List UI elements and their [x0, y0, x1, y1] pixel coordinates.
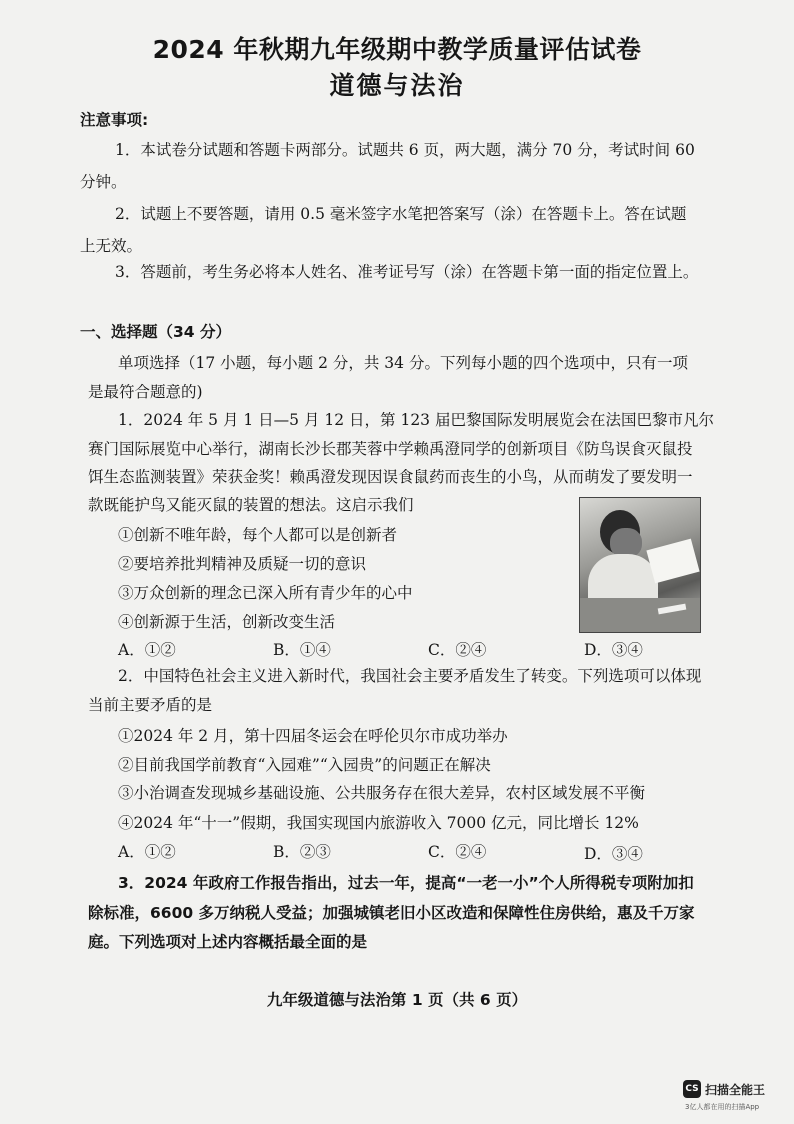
q2-option-d: D．③④: [584, 845, 643, 863]
notes-heading: 注意事项:: [80, 111, 149, 129]
q1-line-3: 饵生态监测装置》荣获金奖！赖禹澄发现因误食鼠药而丧生的小鸟，从而萌发了要发明一: [88, 468, 693, 486]
q3-line-3: 庭。下列选项对上述内容概括最全面的是: [88, 933, 368, 951]
q1-option-d: D．③④: [584, 641, 643, 659]
q1-line-2: 赛门国际展览中心举行，湖南长沙长郡芙蓉中学赖禹澄同学的创新项目《防鸟误食灭鼠投: [88, 440, 693, 458]
watermark-tagline: 3亿人都在用的扫描App: [685, 1103, 760, 1111]
q2-statement-3: ③小治调查发现城乡基础设施、公共服务存在很大差异，农村区域发展不平衡: [118, 784, 646, 802]
subject-title: 道德与法治: [329, 71, 465, 100]
q1-option-c: C．②④: [428, 641, 487, 659]
page-footer: 九年级道德与法治第 1 页（共 6 页）: [266, 991, 528, 1009]
exam-title: 2024 年秋期九年级期中教学质量评估试卷: [152, 35, 642, 64]
q1-line-4: 款既能护鸟又能灭鼠的装置的想法。这启示我们: [88, 496, 414, 514]
student-photo: [579, 497, 701, 633]
section-1-heading: 一、选择题（34 分）: [80, 323, 231, 341]
scanner-watermark: [683, 1080, 793, 1120]
note-1-line-2: 分钟。: [80, 173, 127, 191]
q2-statement-4: ④2024 年“十一”假期，我国实现国内旅游收入 7000 亿元，同比增长 12%: [118, 814, 639, 832]
watermark-name: 扫描全能王: [705, 1083, 766, 1097]
note-3: 3．答题前，考生务必将本人姓名、准考证号写（涂）在答题卡第一面的指定位置上。: [115, 263, 699, 281]
note-1-line-1: 1．本试卷分试题和答题卡两部分。试题共 6 页，两大题，满分 70 分，考试时间 60: [115, 141, 695, 159]
note-2-line-2: 上无效。: [80, 237, 143, 255]
q2-statement-2: ②目前我国学前教育“入园难”“入园贵”的问题正在解决: [118, 756, 491, 774]
q1-statement-2: ②要培养批判精神及质疑一切的意识: [118, 555, 367, 573]
q2-statement-1: ①2024 年 2 月，第十四届冬运会在呼伦贝尔市成功举办: [118, 727, 508, 745]
q1-statement-3: ③万众创新的理念已深入所有青少年的心中: [118, 584, 413, 602]
q2-option-a: A．①②: [118, 843, 176, 861]
q2-line-2: 当前主要矛盾的是: [88, 696, 213, 714]
q1-option-a: A．①②: [118, 641, 176, 659]
q1-line-1: 1．2024 年 5 月 1 日—5 月 12 日，第 123 届巴黎国际发明展览会在法国巴黎市凡尔: [118, 411, 714, 429]
note-2-line-1: 2．试题上不要答题，请用 0.5 毫米签字水笔把答案写（涂）在答题卡上。答在试题: [115, 205, 687, 223]
section-1-intro-line-2: 是最符合题意的): [88, 383, 203, 401]
q1-option-b: B．①④: [273, 641, 331, 659]
camscanner-logo-icon: CS: [683, 1080, 701, 1098]
q2-option-b: B．②③: [273, 843, 331, 861]
q2-line-1: 2．中国特色社会主义进入新时代，我国社会主要矛盾发生了转变。下列选项可以体现: [118, 667, 702, 685]
q2-option-c: C．②④: [428, 843, 487, 861]
section-1-intro-line-1: 单项选择（17 小题，每小题 2 分，共 34 分。下列每小题的四个选项中，只有一项: [118, 354, 688, 372]
q1-statement-4: ④创新源于生活，创新改变生活: [118, 613, 336, 631]
q1-statement-1: ①创新不唯年龄，每个人都可以是创新者: [118, 526, 398, 544]
q3-line-2: 除标准，6600 多万纳税人受益；加强城镇老旧小区改造和保障性住房供给，惠及千万家: [88, 904, 695, 922]
q3-line-1: 3．2024 年政府工作报告指出，过去一年，提高“一老一小”个人所得税专项附加扣: [118, 874, 694, 892]
